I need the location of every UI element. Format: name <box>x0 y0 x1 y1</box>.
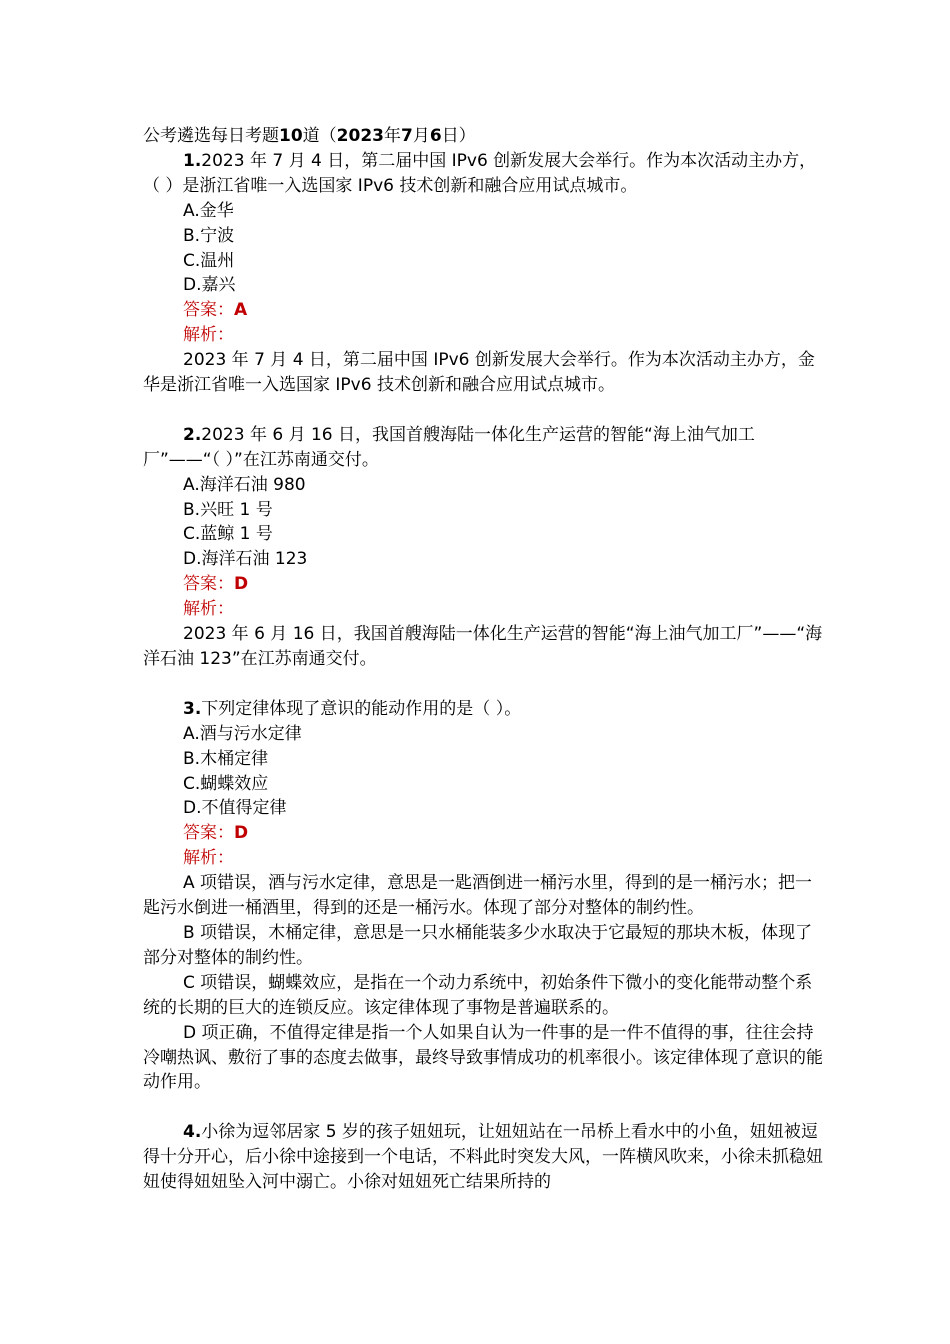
question-1-analysis: 2023 年 7 月 4 日，第二届中国 IPv6 创新发展大会举行。作为本次活动主办方，金华是浙江省唯一入选国家 IPv6 技术创新和融合应用试点城市。 <box>143 350 815 396</box>
question-3-stem: 3.下列定律体现了意识的能动作用的是（ ）。 <box>183 698 522 719</box>
question-2-analysis-label: 解析： <box>183 599 234 620</box>
spacer <box>143 398 823 423</box>
question-1-option-a: A.金华 <box>183 200 234 221</box>
question-1-answer: 答案：A <box>183 300 248 321</box>
question-3-option-b: B.木桶定律 <box>183 748 269 769</box>
question-3-option-d: D.不值得定律 <box>183 798 287 819</box>
question-1-stem: 1.2023 年 7 月 4 日，第二届中国 IPv6 创新发展大会举行。作为本次活动主办方，（ ）是浙江省唯一入选国家 IPv6 技术创新和融合应用试点城市。 <box>143 150 817 196</box>
question-2-answer: 答案：D <box>183 574 249 595</box>
question-4-stem: 4.小徐为逗邻居家 5 岁的孩子妞妞玩，让妞妞站在一吊桥上看水中的小鱼，妞妞被逗得十分开心，后小徐中途接到一个电话，不料此时突发大风，一阵横风吹来，小徐未抓稳妞妞使得妞妞坠入河中溺亡。小徐对妞妞死亡结果所持的 <box>143 1122 823 1193</box>
question-2-option-b: B.兴旺 1 号 <box>183 499 273 520</box>
question-3-analysis-a: A 项错误，酒与污水定律，意思是一匙酒倒进一桶污水里，得到的是一桶污水；把一匙污水倒进一桶酒里，得到的还是一桶污水。体现了部分对整体的制约性。 <box>143 873 813 919</box>
question-3-analysis-c: C 项错误，蝴蝶效应，是指在一个动力系统中，初始条件下微小的变化能带动整个系统的长期的巨大的连锁反应。该定律体现了事物是普遍联系的。 <box>143 972 813 1018</box>
question-2-option-a: A.海洋石油 980 <box>183 474 306 495</box>
question-3-option-c: C.蝴蝶效应 <box>183 773 269 794</box>
document-title: 公考遴选每日考题10道（2023年7月6日） <box>143 126 476 146</box>
question-2-analysis: 2023 年 6 月 16 日，我国首艘海陆一体化生产运营的智能“海上油气加工厂”——“海洋石油 123”在江苏南通交付。 <box>143 624 823 670</box>
question-3-answer: 答案：D <box>183 823 249 844</box>
question-2-option-d: D.海洋石油 123 <box>183 549 308 570</box>
question-1-analysis-label: 解析： <box>183 325 234 346</box>
question-3-option-a: A.酒与污水定律 <box>183 723 302 744</box>
question-2-stem: 2.2023 年 6 月 16 日，我国首艘海陆一体化生产运营的智能“海上油气加工厂”——“（ ）”在江苏南通交付。 <box>143 424 755 470</box>
question-3-analysis-d: D 项正确，不值得定律是指一个人如果自认为一件事的是一件不值得的事，往往会持冷嘲热讽、敷衍了事的态度去做事，最终导致事情成功的机率很小。该定律体现了意识的能动作用。 <box>143 1022 823 1093</box>
question-1-option-b: B.宁波 <box>183 225 235 246</box>
document-page <box>143 124 823 1195</box>
spacer <box>143 672 823 697</box>
question-1-option-c: C.温州 <box>183 250 235 271</box>
spacer <box>143 1095 823 1120</box>
question-1-option-d: D.嘉兴 <box>183 275 236 296</box>
question-2-option-c: C.蓝鲸 1 号 <box>183 524 273 545</box>
question-3-analysis-b: B 项错误，木桶定律，意思是一只水桶能装多少水取决于它最短的那块木板，体现了部分对整体的制约性。 <box>143 922 813 968</box>
question-3-analysis-label: 解析： <box>183 848 234 869</box>
